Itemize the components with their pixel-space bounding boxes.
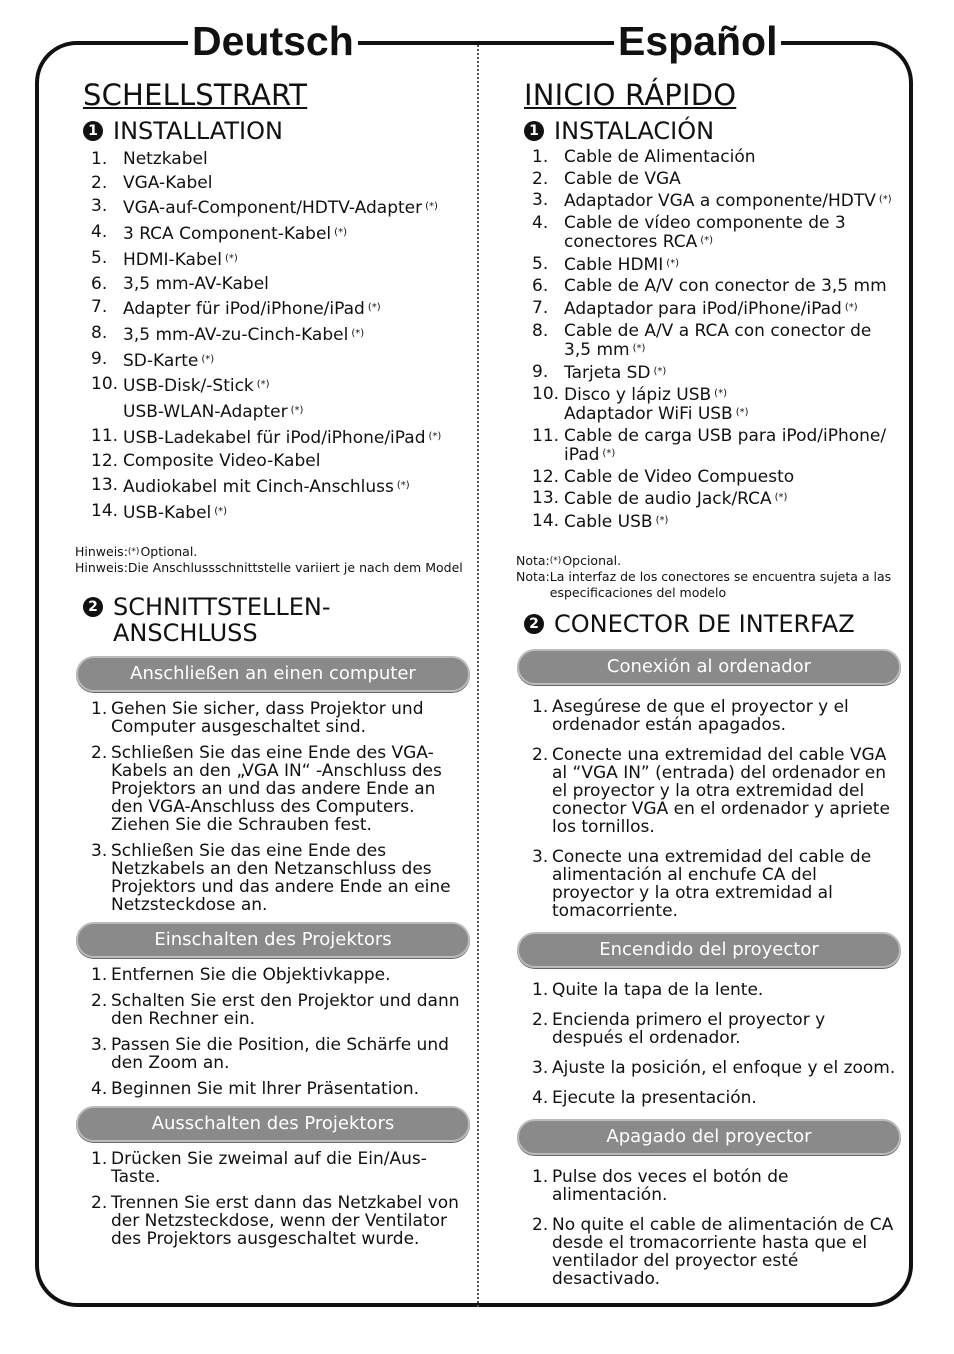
item-number: 3. bbox=[532, 190, 549, 211]
item-text: 3 RCA Component-Kabel (*) bbox=[123, 224, 347, 245]
item-text: HDMI-Kabel (*) bbox=[123, 249, 238, 270]
item-number: 3. bbox=[91, 196, 108, 217]
step-item bbox=[532, 981, 901, 999]
item-text: Cable de Alimentación bbox=[564, 147, 756, 167]
step-item bbox=[91, 1080, 470, 1098]
item-text: 3,5 mm-AV-zu-Cinch-Kabel (*) bbox=[123, 324, 365, 345]
package-item bbox=[532, 468, 901, 486]
package-item bbox=[91, 373, 470, 424]
item-text: Adaptador para iPod/iPhone/iPad (*) bbox=[564, 299, 858, 320]
item-text: Tarjeta SD (*) bbox=[564, 362, 667, 383]
step-item bbox=[91, 1036, 470, 1072]
item-text: Cable HDMI (*) bbox=[564, 254, 680, 275]
optional-marker: (*) bbox=[602, 447, 616, 459]
optional-marker: (*) bbox=[334, 227, 347, 239]
optional-marker: (*) bbox=[774, 492, 788, 504]
item-text: USB-Disk/-Stick (*) USB-WLAN-Adapter (*) bbox=[123, 376, 304, 423]
steps-list bbox=[91, 700, 470, 914]
package-item bbox=[91, 172, 470, 196]
quick-start-title: INICIO RÁPIDO bbox=[524, 78, 737, 112]
column-divider bbox=[477, 45, 479, 1307]
note-row: Hinweis: (*) Optional. bbox=[75, 543, 198, 559]
item-text: Adaptador VGA a componente/HDTV (*) bbox=[564, 191, 892, 212]
optional-marker: (*) bbox=[655, 514, 669, 526]
item-text: Cable de carga USB para iPod/iPhone/ iPad (*) bbox=[564, 425, 887, 465]
package-contents-list bbox=[532, 148, 901, 531]
step-number: 2. bbox=[91, 742, 108, 763]
package-item bbox=[532, 489, 901, 508]
item-text: USB-Ladekabel für iPod/iPhone/iPad (*) bbox=[123, 427, 442, 448]
step-number: 1. bbox=[91, 698, 108, 719]
step-text: No quite el cable de alimentación de CA desde el tromacorriente hasta que el ventilador del proyector esté desactivado. bbox=[552, 1214, 894, 1289]
item-number: 4. bbox=[91, 222, 108, 243]
installation-notes bbox=[516, 553, 901, 601]
german-language-title: Deutsch bbox=[188, 18, 358, 64]
installation-notes bbox=[75, 544, 470, 576]
step-number: 2. bbox=[91, 990, 108, 1011]
item-number: 13. bbox=[91, 475, 119, 496]
steps-list bbox=[532, 981, 901, 1107]
step-text: Asegúrese de que el proyector y el ordenador están apagados. bbox=[552, 696, 849, 735]
installation-heading bbox=[83, 118, 470, 144]
item-number: 6. bbox=[532, 276, 549, 297]
step-item bbox=[91, 992, 470, 1028]
item-number: 12. bbox=[532, 466, 560, 487]
item-text: 3,5 mm-AV-Kabel bbox=[123, 273, 269, 294]
package-item bbox=[91, 148, 470, 172]
steps-list bbox=[91, 1150, 470, 1248]
step-number-badge: 1 bbox=[524, 121, 544, 141]
step-text: Passen Sie die Position, die Schärfe und den Zoom an. bbox=[111, 1034, 449, 1073]
step-number-badge: 2 bbox=[524, 614, 544, 634]
package-item bbox=[532, 148, 901, 166]
item-text: VGA-auf-Component/HDTV-Adapter (*) bbox=[123, 198, 438, 219]
installation-heading-text: INSTALACIÓN bbox=[554, 117, 715, 145]
step-number: 3. bbox=[532, 846, 549, 867]
package-item bbox=[91, 425, 470, 451]
step-number: 2. bbox=[532, 1214, 549, 1235]
section-header-pill: Encendido del proyector bbox=[517, 932, 901, 968]
spanish-language-title: Español bbox=[614, 18, 781, 64]
step-text: Trennen Sie erst dann das Netzkabel von der Netzsteckdose, wenn der Ventilator des Projektors ausgeschaltet wurde. bbox=[111, 1192, 459, 1249]
interface-heading bbox=[524, 611, 901, 637]
package-item bbox=[532, 322, 901, 359]
step-number: 2. bbox=[532, 744, 549, 765]
item-text: Cable de A/V a RCA con conector de 3,5 mm (*) bbox=[564, 320, 872, 360]
step-text: Conecte una extremidad del cable VGA al “VGA IN” (entrada) del ordenador en el proyector y la otra extremidad del conector VGA en el ordenador y apriete los tornillos. bbox=[552, 744, 890, 837]
optional-marker: (*) bbox=[666, 257, 680, 269]
item-text: VGA-Kabel bbox=[123, 172, 213, 193]
section-header-pill: Ausschalten des Projektors bbox=[76, 1106, 470, 1142]
installation-heading bbox=[524, 118, 901, 144]
item-number: 14. bbox=[532, 510, 560, 531]
step-item bbox=[532, 698, 901, 734]
interface-heading bbox=[83, 594, 470, 646]
item-number: 12. bbox=[91, 451, 119, 472]
item-number: 9. bbox=[532, 361, 549, 382]
package-item bbox=[91, 450, 470, 474]
step-text: Schließen Sie das eine Ende des VGA-Kabels an den „VGA IN“ -Anschluss des Projektors an und das andere Ende an den VGA-Anschluss des Computers. Ziehen Sie die Schrauben fest. bbox=[111, 742, 442, 835]
package-item bbox=[532, 363, 901, 382]
package-item bbox=[91, 348, 470, 374]
step-text: Conecte una extremidad del cable de alimentación al enchufe CA del proyector y la otra extremidad al tomacorriente. bbox=[552, 846, 872, 921]
package-item bbox=[532, 214, 901, 251]
optional-marker: (*) bbox=[201, 353, 215, 365]
note-row: Nota: (*) Opcional. bbox=[516, 552, 622, 568]
step-text: Schließen Sie das eine Ende des Netzkabels an den Netzanschluss des Projektors und das andere Ende an eine Netzsteckdose an. bbox=[111, 840, 451, 915]
step-number: 3. bbox=[91, 840, 108, 861]
step-number: 1. bbox=[532, 696, 549, 717]
step-number-badge: 2 bbox=[83, 597, 103, 617]
step-text: Beginnen Sie mit lhrer Präsentation. bbox=[111, 1078, 420, 1099]
step-number: 2. bbox=[532, 1009, 549, 1030]
step-text: Gehen Sie sicher, dass Projektor und Computer ausgeschaltet sind. bbox=[111, 698, 424, 737]
step-text: Ajuste la posición, el enfoque y el zoom. bbox=[552, 1057, 896, 1078]
step-item bbox=[91, 966, 470, 984]
item-number: 10. bbox=[532, 384, 560, 405]
step-item bbox=[91, 700, 470, 736]
item-text: Cable de vídeo componente de 3 conectores RCA (*) bbox=[564, 213, 846, 253]
step-number: 2. bbox=[91, 1192, 108, 1213]
note-row: Nota: La interfaz de los conectores se encuentra sujeta a las especificaciones del modelo bbox=[516, 568, 892, 600]
section-header-pill: Apagado del proyector bbox=[517, 1119, 901, 1155]
step-number: 3. bbox=[91, 1034, 108, 1055]
item-text: Cable de Video Compuesto bbox=[564, 466, 795, 487]
package-item bbox=[91, 195, 470, 221]
steps-list bbox=[532, 698, 901, 920]
step-item bbox=[91, 1150, 470, 1186]
item-text: Cable de A/V con conector de 3,5 mm bbox=[564, 276, 887, 297]
item-number: 8. bbox=[91, 322, 108, 343]
step-text: Encienda primero el proyector y después el ordenador. bbox=[552, 1009, 826, 1048]
note-row: Hinweis: Die Anschlussschnittstelle variiert je nach dem Model bbox=[75, 559, 463, 575]
optional-marker: (*) bbox=[714, 388, 727, 400]
item-text: Cable USB (*) bbox=[564, 511, 669, 532]
item-number: 1. bbox=[91, 149, 108, 169]
step-number: 4. bbox=[91, 1078, 108, 1099]
optional-marker: (*) bbox=[224, 252, 238, 264]
step-text: Schalten Sie erst den Projektor und dann den Rechner ein. bbox=[111, 990, 460, 1029]
item-number: 5. bbox=[91, 247, 108, 268]
item-number: 11. bbox=[532, 425, 560, 446]
item-number: 14. bbox=[91, 500, 119, 521]
installation-heading-text: INSTALLATION bbox=[113, 117, 283, 145]
section-header-pill: Conexión al ordenador bbox=[517, 649, 901, 685]
item-number: 10. bbox=[91, 374, 119, 395]
package-item bbox=[91, 221, 470, 247]
step-number: 1. bbox=[532, 1166, 549, 1187]
german-column bbox=[75, 78, 470, 1256]
item-text: Disco y lápiz USB (*) Adaptador WiFi USB (*) bbox=[564, 385, 749, 425]
optional-marker: (*) bbox=[428, 430, 442, 442]
step-item bbox=[532, 1168, 901, 1204]
optional-marker: (*) bbox=[878, 194, 892, 206]
step-text: Entfernen Sie die Objektivkappe. bbox=[111, 964, 391, 985]
item-number: 6. bbox=[91, 273, 108, 294]
item-number: 2. bbox=[532, 168, 549, 189]
interface-heading-text: CONECTOR DE INTERFAZ bbox=[554, 609, 855, 638]
item-text: Composite Video-Kabel bbox=[123, 451, 321, 472]
step-text: Quite la tapa de la lente. bbox=[552, 979, 764, 1000]
step-item bbox=[532, 746, 901, 836]
optional-marker: (*) bbox=[256, 379, 270, 391]
step-item bbox=[532, 848, 901, 920]
optional-marker: (*) bbox=[735, 407, 749, 419]
item-text: USB-Kabel (*) bbox=[123, 502, 228, 523]
optional-marker: (*) bbox=[351, 327, 365, 339]
step-number: 1. bbox=[91, 964, 108, 985]
package-contents-list bbox=[91, 148, 470, 526]
item-text: Cable de audio Jack/RCA (*) bbox=[564, 489, 788, 510]
optional-marker: (*) bbox=[632, 342, 646, 354]
package-item bbox=[91, 273, 470, 297]
step-text: Pulse dos veces el botón de alimentación. bbox=[552, 1166, 789, 1205]
item-number: 8. bbox=[532, 320, 549, 341]
package-item bbox=[532, 170, 901, 188]
item-number: 5. bbox=[532, 253, 549, 274]
item-text: SD-Karte (*) bbox=[123, 350, 215, 371]
package-item bbox=[532, 385, 901, 423]
optional-marker: (*) bbox=[700, 235, 714, 247]
optional-marker: (*) bbox=[396, 480, 410, 492]
steps-list bbox=[91, 966, 470, 1098]
package-item bbox=[532, 277, 901, 295]
optional-marker: (*) bbox=[653, 365, 667, 377]
item-number: 4. bbox=[532, 213, 549, 234]
package-item bbox=[532, 512, 901, 531]
optional-marker: (*) bbox=[367, 302, 381, 314]
package-item bbox=[532, 191, 901, 210]
section-header-pill: Anschließen an einen computer bbox=[76, 656, 470, 692]
package-item bbox=[91, 247, 470, 273]
optional-marker: (*) bbox=[290, 405, 304, 417]
step-text: Drücken Sie zweimal auf die Ein/Aus-Taste. bbox=[111, 1148, 427, 1187]
step-number: 1. bbox=[532, 979, 549, 1000]
step-item bbox=[532, 1059, 901, 1077]
step-number: 4. bbox=[532, 1087, 549, 1108]
step-item bbox=[91, 744, 470, 834]
item-number: 7. bbox=[91, 297, 108, 318]
item-text: Cable de VGA bbox=[564, 168, 681, 189]
section-header-pill: Einschalten des Projektors bbox=[76, 922, 470, 958]
step-item bbox=[532, 1089, 901, 1107]
step-item bbox=[91, 1194, 470, 1248]
step-item bbox=[91, 842, 470, 914]
item-number: 11. bbox=[91, 425, 119, 446]
package-item bbox=[91, 474, 470, 500]
package-item bbox=[532, 299, 901, 318]
interface-sections bbox=[75, 656, 470, 1248]
step-number: 1. bbox=[91, 1148, 108, 1169]
step-item bbox=[532, 1216, 901, 1288]
item-number: 1. bbox=[532, 147, 549, 167]
package-item bbox=[532, 255, 901, 274]
package-item bbox=[91, 296, 470, 322]
quick-start-title: SCHELLSTRART bbox=[83, 78, 308, 112]
item-number: 7. bbox=[532, 298, 549, 319]
item-text: Netzkabel bbox=[123, 149, 208, 169]
step-number-badge: 1 bbox=[83, 121, 103, 141]
optional-marker: (*) bbox=[214, 505, 228, 517]
package-item bbox=[91, 322, 470, 348]
interface-heading-text: SCHNITTSTELLEN- ANSCHLUSS bbox=[113, 592, 331, 647]
item-number: 13. bbox=[532, 488, 560, 509]
item-number: 2. bbox=[91, 172, 108, 193]
step-number: 3. bbox=[532, 1057, 549, 1078]
step-text: Ejecute la presentación. bbox=[552, 1087, 757, 1108]
item-number: 9. bbox=[91, 348, 108, 369]
item-text: Audiokabel mit Cinch-Anschluss (*) bbox=[123, 477, 410, 498]
spanish-column bbox=[516, 78, 901, 1300]
interface-sections bbox=[516, 649, 901, 1288]
optional-marker: (*) bbox=[425, 201, 438, 213]
steps-list bbox=[532, 1168, 901, 1288]
optional-marker: (*) bbox=[844, 302, 858, 314]
step-item bbox=[532, 1011, 901, 1047]
item-text: Adapter für iPod/iPhone/iPad (*) bbox=[123, 299, 381, 320]
package-item bbox=[532, 427, 901, 464]
package-item bbox=[91, 500, 470, 526]
